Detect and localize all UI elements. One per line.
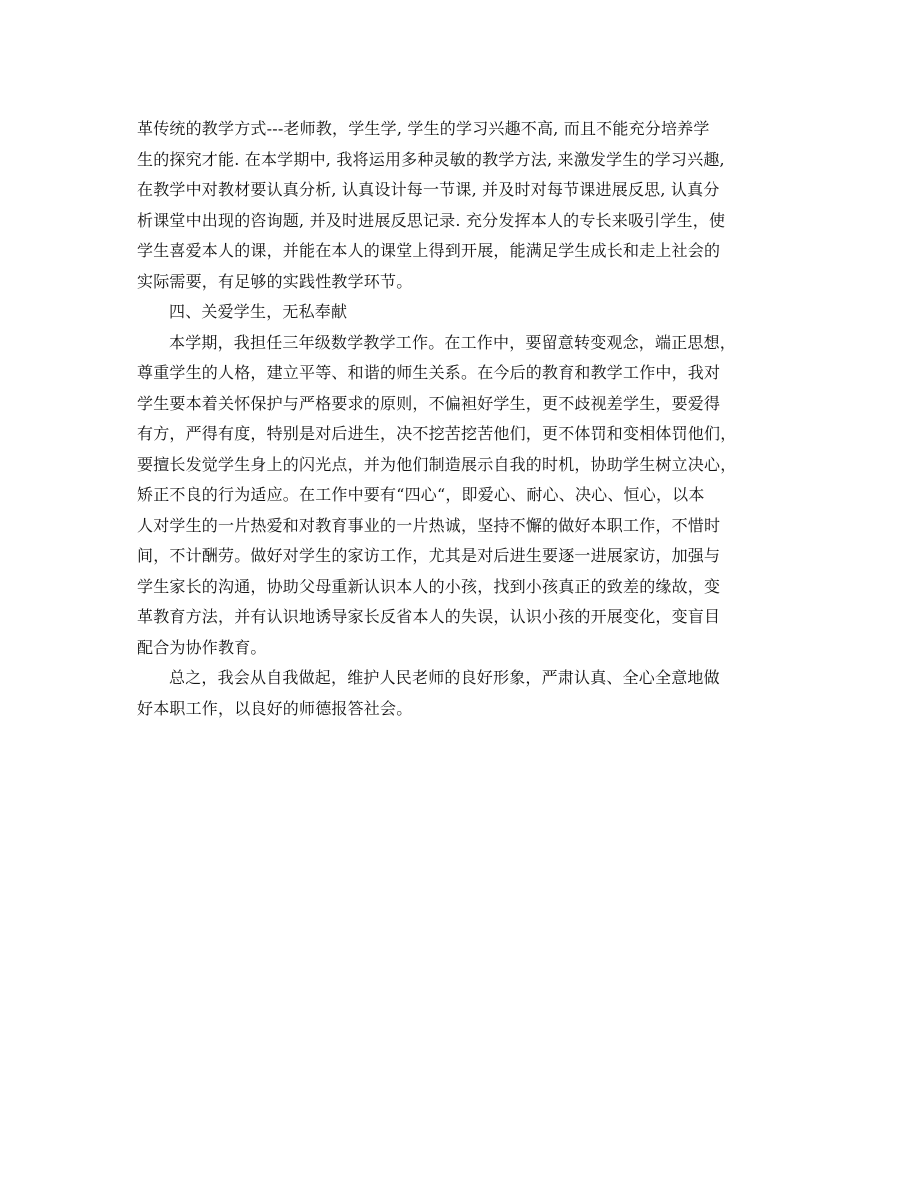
section-heading: 四、关爱学生，无私奉献	[169, 302, 348, 321]
text-line: 学生家长的沟通，协助父母重新认识本人的小孩，找到小孩真正的致差的缘故，变	[137, 576, 721, 596]
text-line: 配合为协作教育。	[137, 637, 267, 657]
text-line: 间，不计酬劳。做好对学生的家访工作，尤其是对后进生要逐一进展家访，加强与	[137, 546, 721, 565]
text-line: 总之，我会从自我做起，维护人民老师的良好形象，严肃认真、全心全意地做	[169, 668, 720, 687]
text-line: 生的探究才能. 在本学期中, 我将运用多种灵敏的教学方法, 来激发学生的学习兴趣,	[137, 149, 725, 169]
text-line: 学生要本着关怀保护与严格要求的原则，不偏袒好学生，更不歧视差学生，要爱得	[137, 393, 721, 413]
text-line: 要擅长发觉学生身上的闪光点，并为他们制造展示自我的时机，协助学生树立决心，	[137, 454, 737, 474]
text-line: 革传统的教学方式---老师教，学生学, 学生的学习兴趣不高, 而且不能充分培养学	[137, 119, 710, 138]
text-line: 学生喜爱本人的课，并能在本人的课堂上得到开展，能满足学生成长和走上社会的	[137, 241, 721, 260]
text-line: 本学期，我担任三年级数学教学工作。在工作中，要留意转变观念，端正思想，	[169, 332, 737, 352]
text-line: 有方，严得有度，特别是对后进生，决不挖苦挖苦他们，更不体罚和变相体罚他们，	[137, 424, 737, 443]
text-line: 析课堂中出现的咨询题, 并及时进展反思记录. 充分发挥本人的专长来吸引学生，使	[137, 210, 726, 230]
text-line: 革教育方法，并有认识地诱导家长反省本人的失误，认识小孩的开展变化，变盲目	[137, 607, 721, 626]
text-line: 人对学生的一片热爱和对教育事业的一片热诚，坚持不懈的做好本职工作，不惜时	[137, 515, 721, 535]
text-line: 实际需要，有足够的实践性教学环节。	[137, 271, 413, 291]
text-line: 好本职工作，以良好的师德报答社会。	[137, 698, 413, 718]
text-line: 尊重学生的人格，建立平等、和谐的师生关系。在今后的教育和教学工作中，我对	[137, 363, 721, 382]
document-body	[137, 114, 785, 724]
text-line: 矫正不良的行为适应。在工作中要有“四心“，即爱心、耐心、决心、恒心，以本	[137, 485, 705, 504]
text-line: 在教学中对教材要认真分析, 认真设计每一节课, 并及时对每节课进展反思, 认真分	[137, 180, 720, 199]
